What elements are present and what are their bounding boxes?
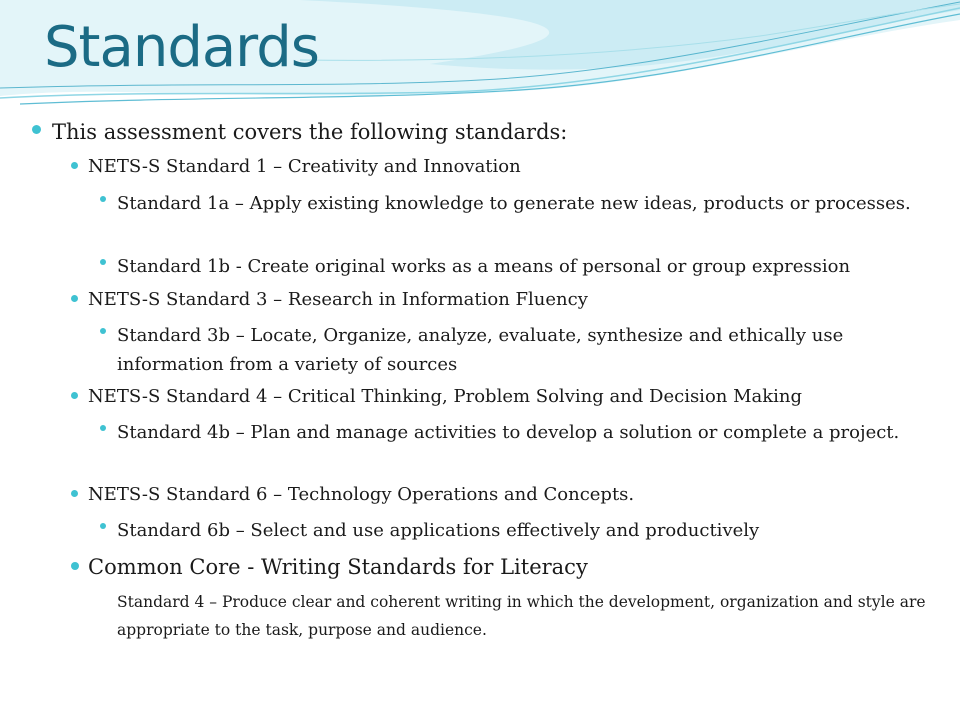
bullet-icon <box>71 562 79 570</box>
group-heading-text: NETS-S Standard 3 – Research in Information Fluency <box>88 289 588 310</box>
bullet-icon <box>100 196 106 202</box>
bullet-icon <box>100 523 106 529</box>
bullet-icon <box>71 392 78 399</box>
bullet-icon <box>100 328 106 334</box>
standard-text: Standard 4 – Produce clear and coherent writing in which the development, organization and style are appropriate to the task, purpose and audience. <box>117 593 926 639</box>
standard-text: Standard 1b - Create original works as a means of personal or group expression <box>117 256 851 277</box>
standard-text: Standard 3b – Locate, Organize, analyze, evaluate, synthesize and ethically use information from a variety of sources <box>117 325 844 375</box>
group-heading-text: Common Core - Writing Standards for Literacy <box>88 555 588 579</box>
group-heading-text: NETS-S Standard 4 – Critical Thinking, Problem Solving and Decision Making <box>88 386 803 407</box>
bullet-icon <box>100 259 106 265</box>
slide-title: Standards <box>44 15 319 80</box>
standard-text: Standard 6b – Select and use applications effectively and productively <box>117 520 760 541</box>
group-heading-text: NETS-S Standard 1 – Creativity and Innovation <box>88 156 521 177</box>
group-heading-text: NETS-S Standard 6 – Technology Operations and Concepts. <box>88 484 635 505</box>
standard-text: Standard 1a – Apply existing knowledge to generate new ideas, products or processes. <box>117 193 911 214</box>
intro-text: This assessment covers the following standards: <box>52 120 568 144</box>
bullet-icon <box>71 490 78 497</box>
standard-text: Standard 4b – Plan and manage activities to develop a solution or complete a project. <box>117 422 900 443</box>
bullet-icon <box>32 125 41 134</box>
bullet-icon <box>71 295 78 302</box>
bullet-icon <box>71 162 78 169</box>
bullet-icon <box>100 425 106 431</box>
